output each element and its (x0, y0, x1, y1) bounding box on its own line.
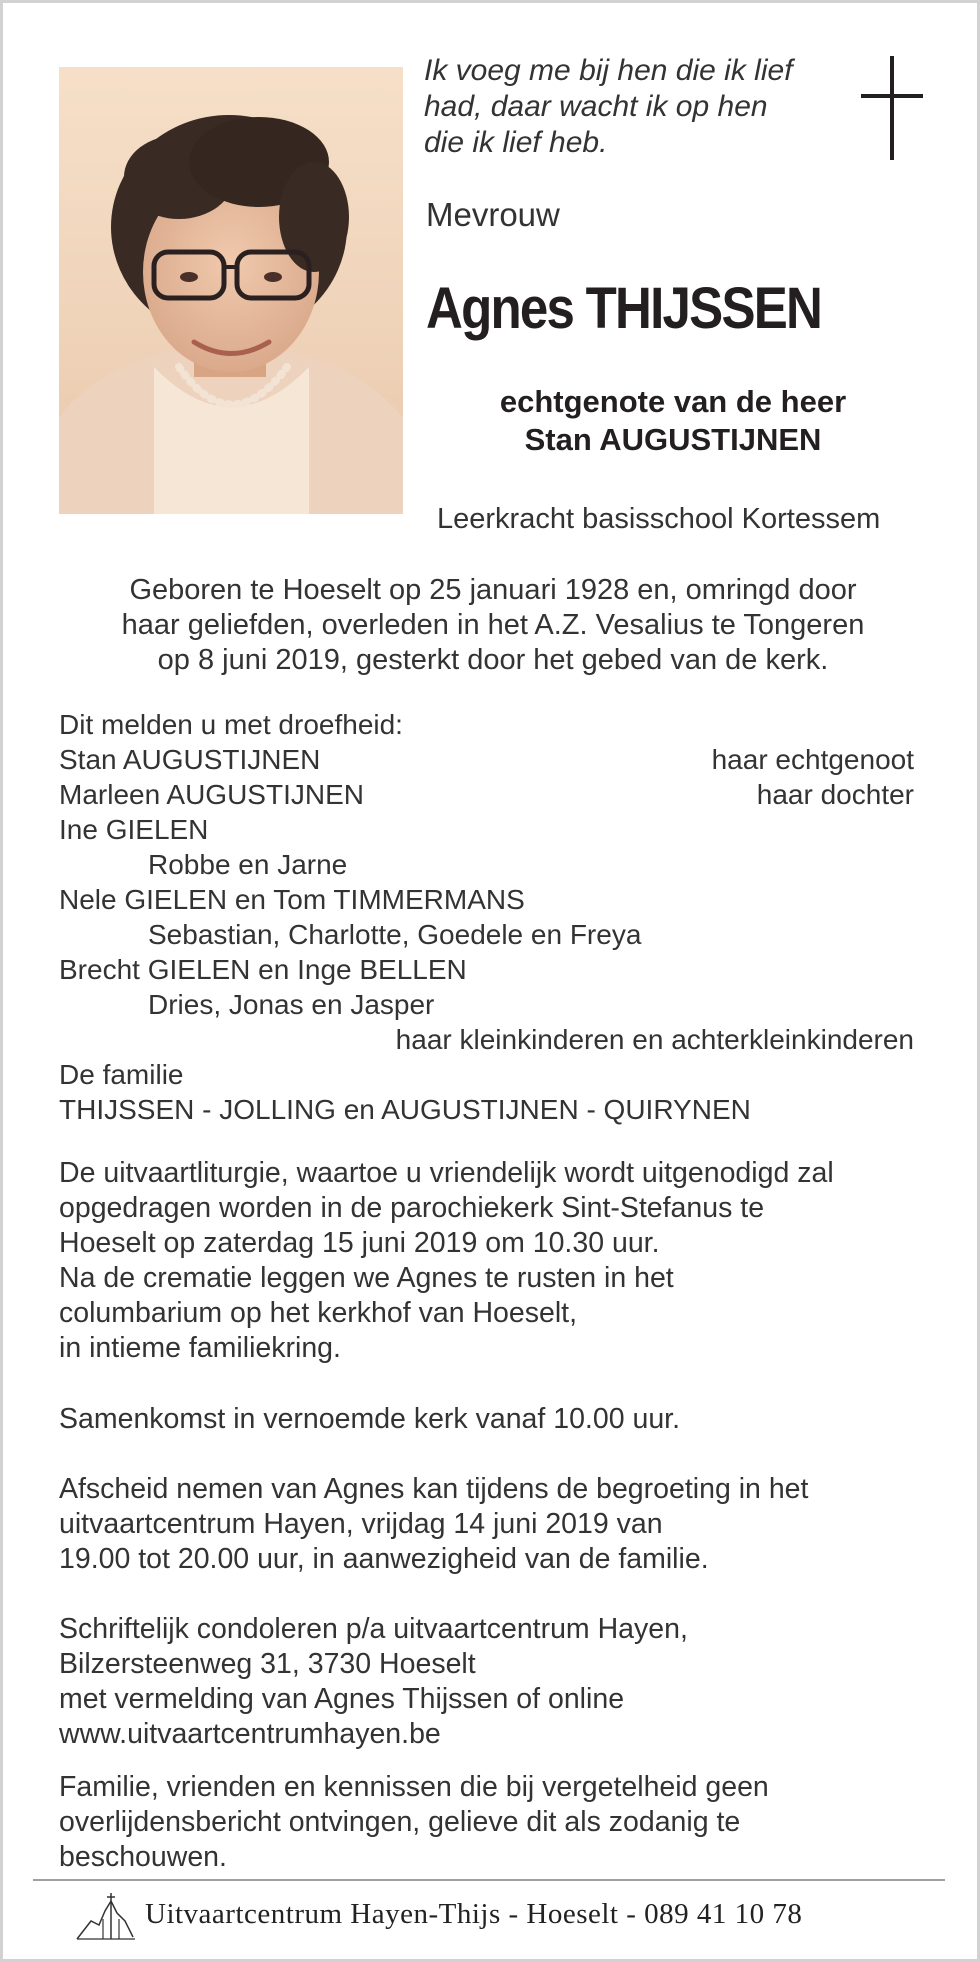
footer-divider (33, 1879, 945, 1881)
family-member: Dries, Jonas en Jasper (148, 989, 435, 1020)
family-member: De familie (59, 1059, 184, 1090)
funeral-liturgy-paragraph (59, 1156, 834, 1366)
notice-paragraph (59, 1770, 769, 1875)
birth-line: Geboren te Hoeselt op 25 januari 1928 en, omringd door (129, 574, 857, 606)
family-member: Nele GIELEN en Tom TIMMERMANS (59, 884, 525, 915)
paragraph-line: beschouwen. (59, 1841, 227, 1873)
paragraph-line: in intieme familiekring. (59, 1332, 341, 1364)
family-relation: haar kleinkinderen en achterkleinkinderen (395, 1024, 914, 1055)
deceased-name: Agnes THIJSSEN (426, 276, 822, 341)
portrait-photo (59, 67, 403, 514)
quote-line: had, daar wacht ik op hen (424, 90, 768, 123)
paragraph-line: columbarium op het kerkhof van Hoeselt, (59, 1297, 578, 1329)
family-relation: haar dochter (756, 779, 914, 810)
occupation: Leerkracht basisschool Kortessem (437, 503, 881, 535)
honorific: Mevrouw (426, 196, 560, 233)
paragraph-line: Bilzersteenweg 31, 3730 Hoeselt (59, 1648, 476, 1680)
church-sketch-icon (75, 1891, 137, 1943)
paragraph-line: 19.00 tot 20.00 uur, in aanwezigheid van de familie. (59, 1543, 709, 1575)
birth-death-details (43, 573, 943, 678)
spouse-info (433, 383, 913, 459)
family-member: Marleen AUGUSTIJNEN (59, 779, 364, 810)
funeral-home-contact: Uitvaartcentrum Hayen-Thijs - Hoeselt - 089 41 10 78 (145, 1898, 803, 1930)
paragraph-line: De uitvaartliturgie, waartoe u vriendelijk wordt uitgenodigd zal (59, 1157, 834, 1189)
quote-line: die ik lief heb. (424, 126, 608, 159)
spouse-name: Stan AUGUSTIJNEN (524, 422, 822, 457)
paragraph-line: uitvaartcentrum Hayen, vrijdag 14 juni 2019 van (59, 1508, 663, 1540)
obituary-card (3, 3, 977, 1959)
paragraph-line: opgedragen worden in de parochiekerk Sint-Stefanus te (59, 1192, 765, 1224)
family-member: Brecht GIELEN en Inge BELLEN (59, 954, 467, 985)
family-member: Stan AUGUSTIJNEN (59, 744, 321, 775)
quote-line: Ik voeg me bij hen die ik lief (424, 54, 793, 87)
paragraph-line: Schriftelijk condoleren p/a uitvaartcentrum Hayen, (59, 1613, 688, 1645)
spouse-relation: echtgenote van de heer (499, 384, 847, 419)
portrait-illustration (59, 67, 403, 514)
paragraph-line: Afscheid nemen van Agnes kan tijdens de begroeting in het (59, 1473, 809, 1505)
family-member: Sebastian, Charlotte, Goedele en Freya (148, 919, 642, 950)
cross-icon (861, 56, 925, 166)
family-member: THIJSSEN - JOLLING en AUGUSTIJNEN - QUIRYNEN (59, 1094, 751, 1125)
paragraph-line: overlijdensbericht ontvingen, gelieve dit als zodanig te (59, 1806, 741, 1838)
paragraph-line: Na de crematie leggen we Agnes te rusten in het (59, 1262, 674, 1294)
birth-line: haar geliefden, overleden in het A.Z. Vesalius te Tongeren (121, 609, 865, 641)
farewell-paragraph (59, 1472, 808, 1577)
family-relation: haar echtgenoot (711, 744, 914, 775)
condolence-paragraph (59, 1612, 688, 1752)
family-member: Ine GIELEN (59, 814, 209, 845)
website-link[interactable]: www.uitvaartcentrumhayen.be (59, 1718, 441, 1750)
paragraph-line: Hoeselt op zaterdag 15 juni 2019 om 10.30 uur. (59, 1227, 660, 1259)
memorial-quote (424, 53, 793, 161)
paragraph-line: met vermelding van Agnes Thijssen of online (59, 1683, 625, 1715)
family-member: Robbe en Jarne (148, 849, 348, 880)
birth-line: op 8 juni 2019, gesterkt door het gebed van de kerk. (157, 644, 829, 676)
paragraph-line: Familie, vrienden en kennissen die bij vergetelheid geen (59, 1771, 769, 1803)
announcement-intro: Dit melden u met droefheid: (59, 709, 403, 740)
gathering-info: Samenkomst in vernoemde kerk vanaf 10.00 uur. (59, 1403, 681, 1435)
